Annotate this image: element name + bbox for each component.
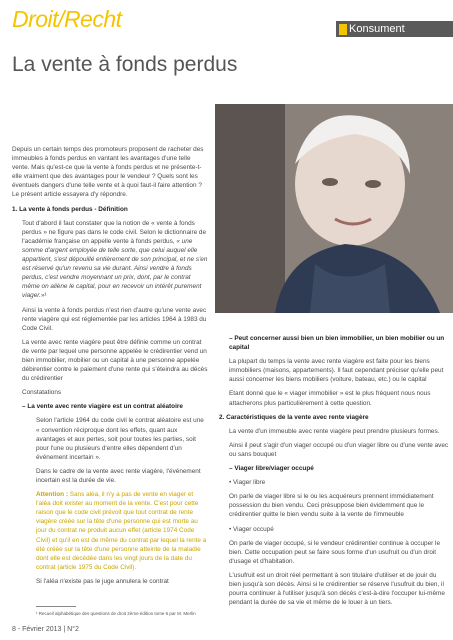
paragraph: Dans le cadre de la vente avec rente viagère, l'événement incertain est la durée de vie. xyxy=(36,467,201,484)
bullet-viager-occupe: • Viager occupé xyxy=(229,525,274,533)
paragraph: On parle de viager libre si le ou les acquéreurs prennent immédiatement possession du bien vendu. Ceci présuppose bien évidemment que le crédirentier quitte le bien vendu suite à la vente de l'immeuble xyxy=(229,493,434,519)
definition-text: Tout d'abord il faut constater que la notion de « vente à fonds perdus » ne figure pas dans le code civil. Selon le dictionnaire de l'académie française on appelle vente à fonds perdus, xyxy=(22,219,207,245)
attention-label: Attention : xyxy=(36,491,68,499)
left-column xyxy=(12,145,208,591)
footnote-divider xyxy=(36,606,76,607)
page-title: La vente à fonds perdus xyxy=(12,53,238,76)
subheading-viager: – Viager libre/viager occupé xyxy=(229,465,314,473)
attention-text: Sans aléa, il n'y a pas de vente en viager et l'aléa doit exister au moment de la vente. C'est pour cette raison que le code civil prévoit que tout contrat de rente viagère créée sur la tête d'une personne qui est morte au jour du contrat ne produit aucun effet (article 1974 Code Civil) et qu'il en est de même du contrat par lequel la rente a été créée sur la tête d'une personne atteinte de la maladie dont elle est décédée dans les vingt jours de la date du contrat (article 1975 du Code Civil). xyxy=(36,491,207,571)
brand-name: Konsument xyxy=(349,23,405,35)
heading-caracteristiques: 2. Caractéristiques de la vente avec rente viagère xyxy=(219,413,369,421)
footnote-ref: »¹ xyxy=(40,292,47,300)
section-title: Droit/Recht xyxy=(12,6,122,32)
paragraph: La vente d'un immeuble avec rente viagère peut prendre plusieurs formes. xyxy=(229,427,440,435)
paragraph: Ainsi il peut s'agir d'un viager occupé ou d'un viager libre ou d'une vente avec ou sans bouquet xyxy=(229,441,449,458)
attention-paragraph xyxy=(36,490,208,572)
subheading-constatations: Constatations xyxy=(22,389,62,397)
paragraph: Etant donné que le « viager immobilier » est le plus fréquent nous nous attacherons plus particulièrement à cette question. xyxy=(229,390,431,407)
page-footer: 8 - Février 2013 | N°2 xyxy=(12,626,79,633)
photo-illustration xyxy=(215,104,453,313)
paragraph: Selon l'article 1964 du code civil le contrat aléatoire est une « convention réciproque dont les effets, quant aux avantages et aux pertes, soit pour toutes les parties, soit pour l'une ou plusieurs d'entre elles dépendent d'un événement incertain ». xyxy=(36,417,204,461)
right-column xyxy=(219,334,449,612)
intro-paragraph: Depuis un certain temps des promoteurs proposent de racheter des immeubles à fonds perdus en vantant les avantages d'une telle vente. Mais qu'est-ce que la vente à fonds perdus et ne présente-t-elle vraiment que des avantages pour le vendeur ? Quels sont les éventuels dangers d'une telle vente et à quoi faut-il faire attention ? Le présent article essayera d'y répondre. xyxy=(12,146,204,199)
paragraph: On parle de viager occupé, si le vendeur crédirentier continue à occuper le bien. Cette occupation peut se faire sous forme d'un usufruit ou d'un droit d'usage et d'habitation. xyxy=(229,539,441,565)
paragraph: Si l'aléa n'existe pas le juge annulera le contrat xyxy=(36,577,169,585)
heading-definition: 1. La vente à fonds perdus - Définition xyxy=(12,205,128,213)
subheading-bien: – Peut concerner aussi bien un bien immobilier, un bien mobilier ou un capital xyxy=(229,335,445,352)
paragraph: L'usufruit est un droit réel permettant à son titulaire d'utiliser et de jouir du bien jusqu'à son décès. Ainsi si le crédirentier se réserve l'usufruit du bien, il pourra continuer à l'utiliser jusqu'à son décès c'est-à-dire l'occuper lui-même pendant la durée de sa vie et même de le louer à un tiers. xyxy=(229,571,445,607)
brand-badge xyxy=(336,21,453,37)
elderly-woman-photo xyxy=(215,104,453,313)
definition-quote: « une somme d'argent employée de telle sorte, que celui auquel elle appartient, s'est dépouillé entièrement de son principal, et ne s'en est réservé qu'un revenu sa vie durant. Ainsi vendre à fonds perdus, c'est vendre moyennant un prix, dont, par le contrat même on aliène le capital, pour en recevoir un intérêt purement viager. xyxy=(22,237,208,300)
footnote: ¹ Recueil alphabétique des questions de droit 2ème édition tome 6 par M. Merlin xyxy=(36,611,196,616)
definition-paragraph xyxy=(22,219,208,301)
bullet-viager-libre: • Viager libre xyxy=(229,479,266,487)
paragraph: La vente avec rente viagère peut être définie comme un contrat de vente par lequel une personne appelée le crédirentier vend un bien immobilier, mobilier ou un capital à une personne appelée débirentier contre le paiement d'une rente qui s'éteindra au décès du crédirentier xyxy=(22,338,208,383)
subheading-aleatoire: – La vente avec rente viagère est un contrat aléatoire xyxy=(22,403,183,411)
paragraph: Ainsi la vente à fonds perdus n'est rien d'autre qu'une vente avec rente viagère qui est réglementée par les articles 1964 à 1983 du Code Civil. xyxy=(22,306,207,332)
brand-square-icon xyxy=(339,24,347,35)
paragraph: La plupart du temps la vente avec rente viagère est faite pour les biens immobiliers (maisons, appartements). Il faut cependant préciser qu'elle peut aussi concerner les biens mobiliers (voiture, bateau, etc.) ou le capital xyxy=(229,358,444,384)
